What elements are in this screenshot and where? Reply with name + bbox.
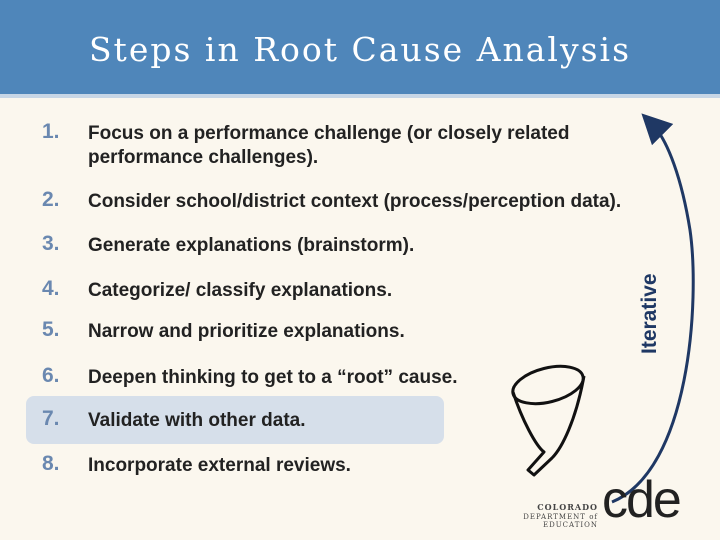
step-number: 2. bbox=[42, 188, 60, 211]
step-number: 7. bbox=[42, 407, 60, 430]
step-text: Narrow and prioritize explanations. bbox=[88, 321, 405, 342]
step-number: 8. bbox=[42, 452, 60, 475]
logo-department: DEPARTMENT of EDUCATION bbox=[523, 513, 598, 529]
step-text: Focus on a performance challenge (or closely related performance challenges). bbox=[88, 123, 570, 168]
step-number: 3. bbox=[42, 232, 60, 255]
step-text: Validate with other data. bbox=[88, 410, 306, 431]
step-number: 4. bbox=[42, 277, 60, 300]
step-text: Categorize/ classify explanations. bbox=[88, 280, 393, 301]
page-title: Steps in Root Cause Analysis bbox=[88, 30, 632, 69]
step-text: Generate explanations (brainstorm). bbox=[88, 235, 415, 256]
step-text: Deepen thinking to get to a “root” cause. bbox=[88, 367, 458, 388]
iterative-label: Iterative bbox=[638, 273, 661, 354]
step-number: 1. bbox=[42, 120, 60, 143]
step-text: Consider school/district context (process/perception data). bbox=[88, 191, 622, 212]
logo-state: COLORADO bbox=[537, 502, 598, 512]
step-number: 6. bbox=[42, 364, 60, 387]
logo-wordmark: cde bbox=[602, 471, 680, 529]
funnel-icon bbox=[509, 360, 587, 475]
step-text: Incorporate external reviews. bbox=[88, 455, 351, 476]
step-number: 5. bbox=[42, 318, 60, 341]
